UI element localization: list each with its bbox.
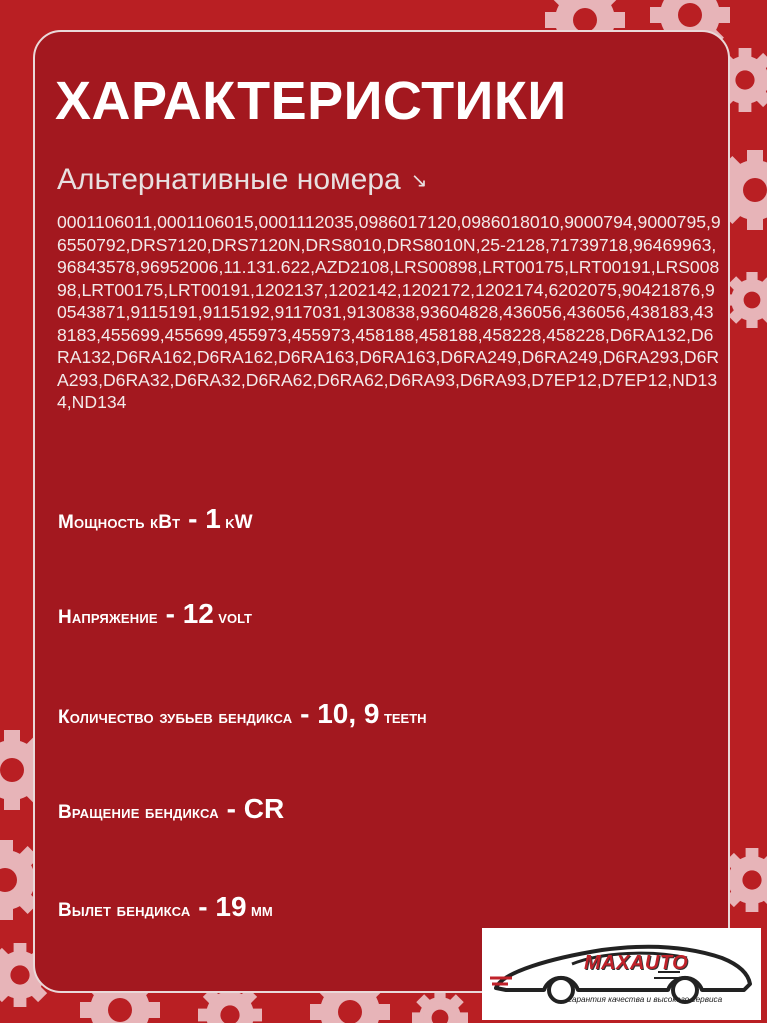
alt-numbers-list: 0001106011,0001106015,0001112035,0986017120,0986018010,9000794,9000795,96550792,DRS7120,DRS7120N,DRS8010,DRS8010N,25-2128,71739718,96469963,96843578,96952006,11.131.622,AZD2108,LRS00898,LRT00175,LRT00191,LRS00898,LRT00175,LRT00191,1202137,1202142,1202172,1202174,6202075,90421876,90543871,9115191,9115192,9117031,9130838,93604828,436056,436056,438183,438183,455699,455699,455973,455973,458188,458188,458228,458228,D6RA132,D6RA132,D6RA162,D6RA162,D6RA163,D6RA163,D6RA249,D6RA249,D6RA293,D6RA293,D6RA32,D6RA32,D6RA62,D6RA62,D6RA93,D6RA93,D7EP12,D7EP12,ND134,ND134: [57, 212, 721, 412]
alt-numbers-heading: [57, 160, 427, 201]
spec-value: 19: [215, 891, 247, 922]
spec-value: 1: [205, 503, 221, 534]
spec-separator: -: [292, 698, 318, 729]
brand-name: MAXAUTO: [584, 952, 689, 974]
spec-label: Мощность кВт: [58, 512, 181, 533]
spec-separator: -: [190, 891, 216, 922]
spec-label: Количество зубьев бендикса: [58, 707, 293, 728]
arrow-down-right-icon: ↘: [410, 170, 428, 192]
brand-tagline: гарантия качества и высокого сервиса: [568, 995, 723, 1004]
spec-separator: -: [218, 793, 244, 824]
spec-label: Вылет бендикса: [58, 900, 191, 921]
spec-value: CR: [243, 793, 285, 824]
page-title: ХАРАКТЕРИСТИКИ: [55, 71, 567, 131]
spec-value: 10, 9: [317, 698, 380, 729]
spec-unit: teeth: [383, 707, 427, 728]
spec-teeth: [58, 694, 427, 739]
spec-voltage: [58, 594, 252, 639]
spec-unit: volt: [218, 607, 252, 628]
spec-overhang: [58, 887, 273, 932]
spec-power: [58, 499, 253, 544]
spec-unit: мм: [250, 900, 273, 921]
spec-label: Вращение бендикса: [58, 802, 219, 823]
maxauto-logo: [482, 928, 761, 1020]
spec-value: 12: [182, 598, 214, 629]
alt-numbers-heading-text: Альтернативные номера: [57, 163, 401, 196]
spec-rotation: [58, 789, 284, 834]
spec-separator: -: [157, 598, 183, 629]
spec-unit: kW: [225, 512, 253, 533]
spec-label: Напряжение: [58, 607, 158, 628]
spec-separator: -: [180, 503, 206, 534]
